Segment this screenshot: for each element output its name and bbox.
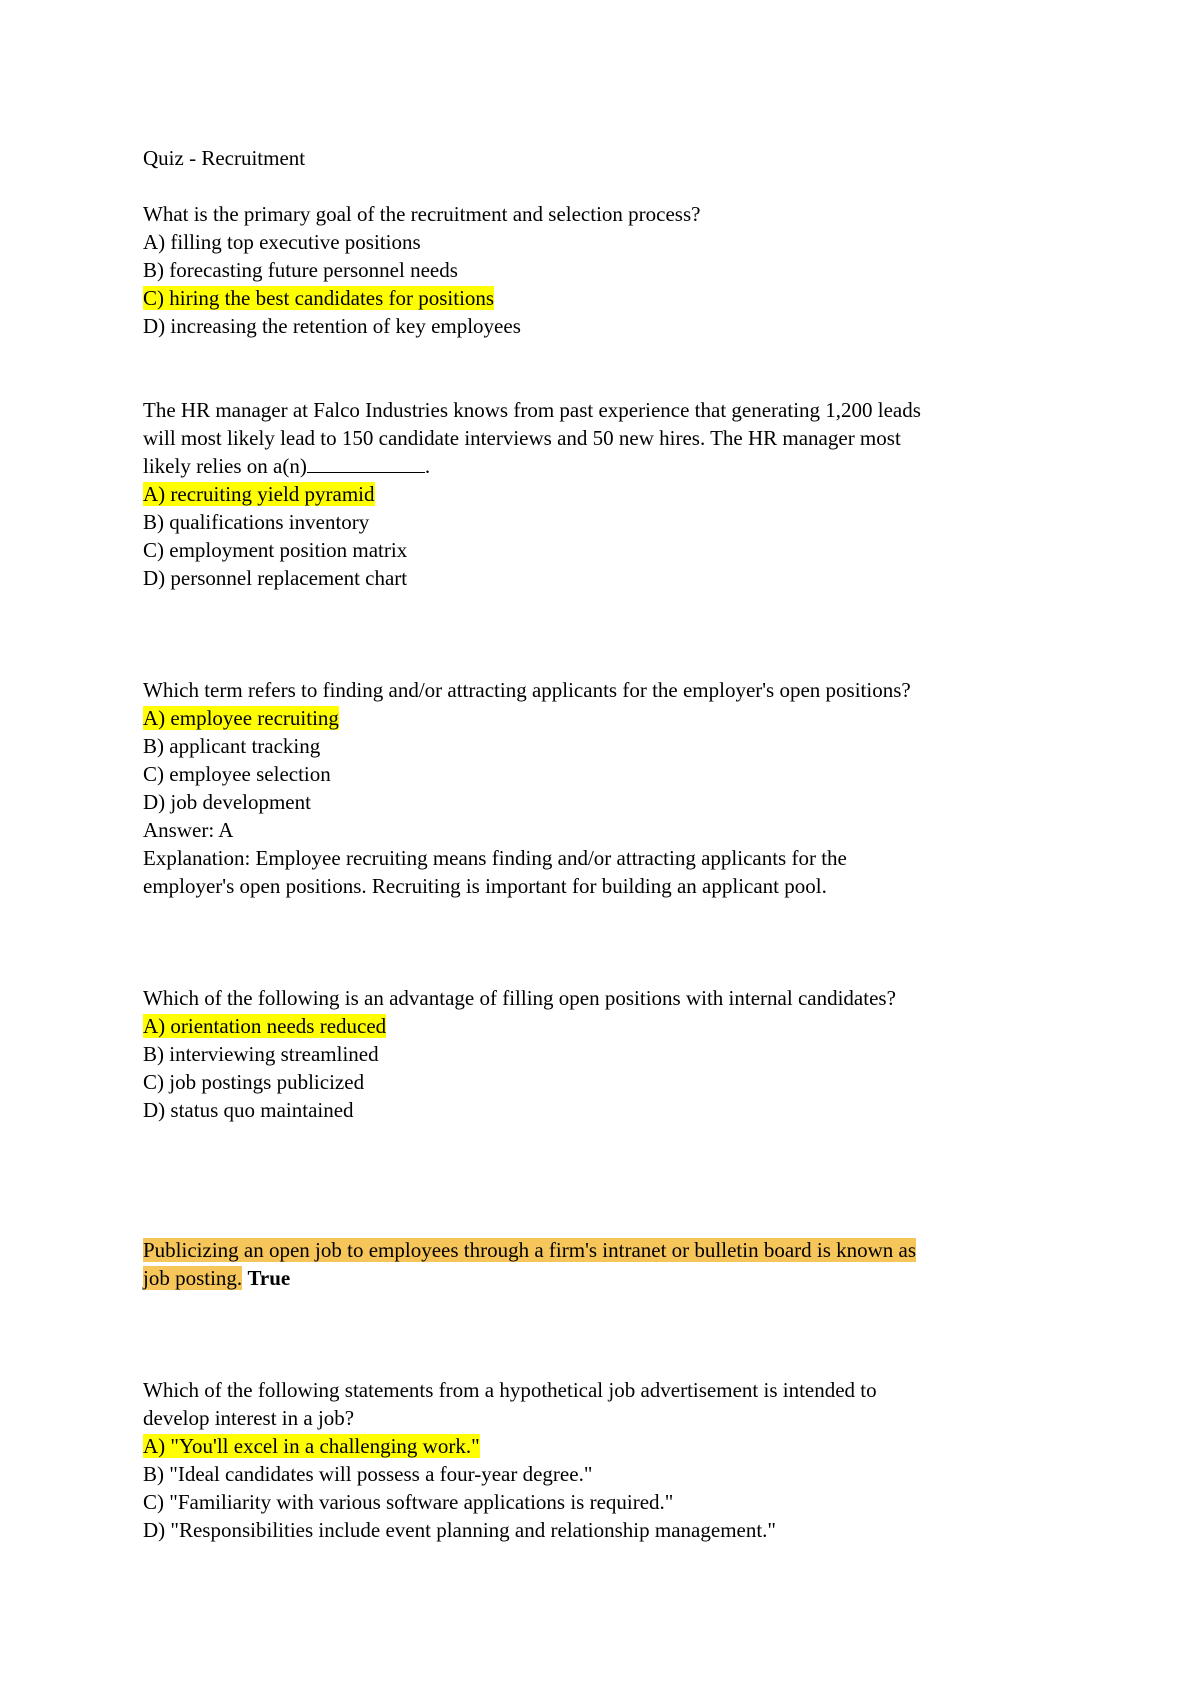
question-text-line-2: will most likely lead to 150 candidate interviews and 50 new hires. The HR manager most [143, 426, 901, 450]
statement-line-2-highlighted: job posting. [143, 1266, 243, 1290]
spacer [143, 172, 1063, 200]
question-text-line-1: The HR manager at Falco Industries knows from past experience that generating 1,200 leads [143, 398, 921, 422]
statement-line-1-highlighted: Publicizing an open job to employees through a firm's intranet or bulletin board is known as [143, 1238, 917, 1262]
option-a-highlighted: A) recruiting yield pyramid [143, 482, 375, 506]
question-3 [143, 676, 1063, 900]
option-b: B) forecasting future personnel needs [143, 258, 458, 282]
question-text: What is the primary goal of the recruitment and selection process? [143, 202, 701, 226]
question-4 [143, 984, 1063, 1124]
verdict: True [247, 1266, 291, 1290]
option-d: D) personnel replacement chart [143, 566, 408, 590]
option-d: D) job development [143, 790, 311, 814]
question-2 [143, 396, 1063, 592]
spacer [143, 1292, 1063, 1376]
option-a-highlighted: A) employee recruiting [143, 706, 339, 730]
option-b: B) interviewing streamlined [143, 1042, 379, 1066]
explanation-line-2: employer's open positions. Recruiting is important for building an applicant pool. [143, 874, 827, 898]
question-text-line-2: develop interest in a job? [143, 1406, 355, 1430]
option-c: C) "Familiarity with various software applications is required." [143, 1490, 674, 1514]
spacer [143, 1124, 1063, 1236]
option-c-highlighted: C) hiring the best candidates for positions [143, 286, 495, 310]
spacer [143, 900, 1063, 984]
question-6 [143, 1376, 1063, 1544]
option-b: B) qualifications inventory [143, 510, 370, 534]
doc-title: Quiz - Recruitment [143, 146, 306, 170]
option-c: C) employment position matrix [143, 538, 408, 562]
document-page [143, 144, 1063, 1544]
option-a-highlighted: A) orientation needs reduced [143, 1014, 387, 1038]
option-d: D) increasing the retention of key employees [143, 314, 521, 338]
question-5 [143, 1236, 1063, 1292]
question-text: Which term refers to finding and/or attracting applicants for the employer's open positions? [143, 678, 911, 702]
answer: Answer: A [143, 818, 234, 842]
option-d: D) "Responsibilities include event planning and relationship management." [143, 1518, 777, 1542]
option-d: D) status quo maintained [143, 1098, 354, 1122]
explanation-line-1: Explanation: Employee recruiting means finding and/or attracting applicants for the [143, 846, 847, 870]
option-c: C) job postings publicized [143, 1070, 365, 1094]
option-b: B) applicant tracking [143, 734, 321, 758]
option-b: B) "Ideal candidates will possess a four-year degree." [143, 1462, 593, 1486]
option-a-highlighted: A) "You'll excel in a challenging work." [143, 1434, 480, 1458]
question-1 [143, 200, 1063, 340]
fill-in-blank [307, 454, 425, 473]
question-text-line-3: likely relies on a(n) . [143, 454, 431, 478]
spacer [143, 592, 1063, 676]
question-text-line-1: Which of the following statements from a hypothetical job advertisement is intended to [143, 1378, 877, 1402]
spacer [143, 340, 1063, 396]
option-c: C) employee selection [143, 762, 331, 786]
option-a: A) filling top executive positions [143, 230, 421, 254]
question-text: Which of the following is an advantage of filling open positions with internal candidates? [143, 986, 896, 1010]
